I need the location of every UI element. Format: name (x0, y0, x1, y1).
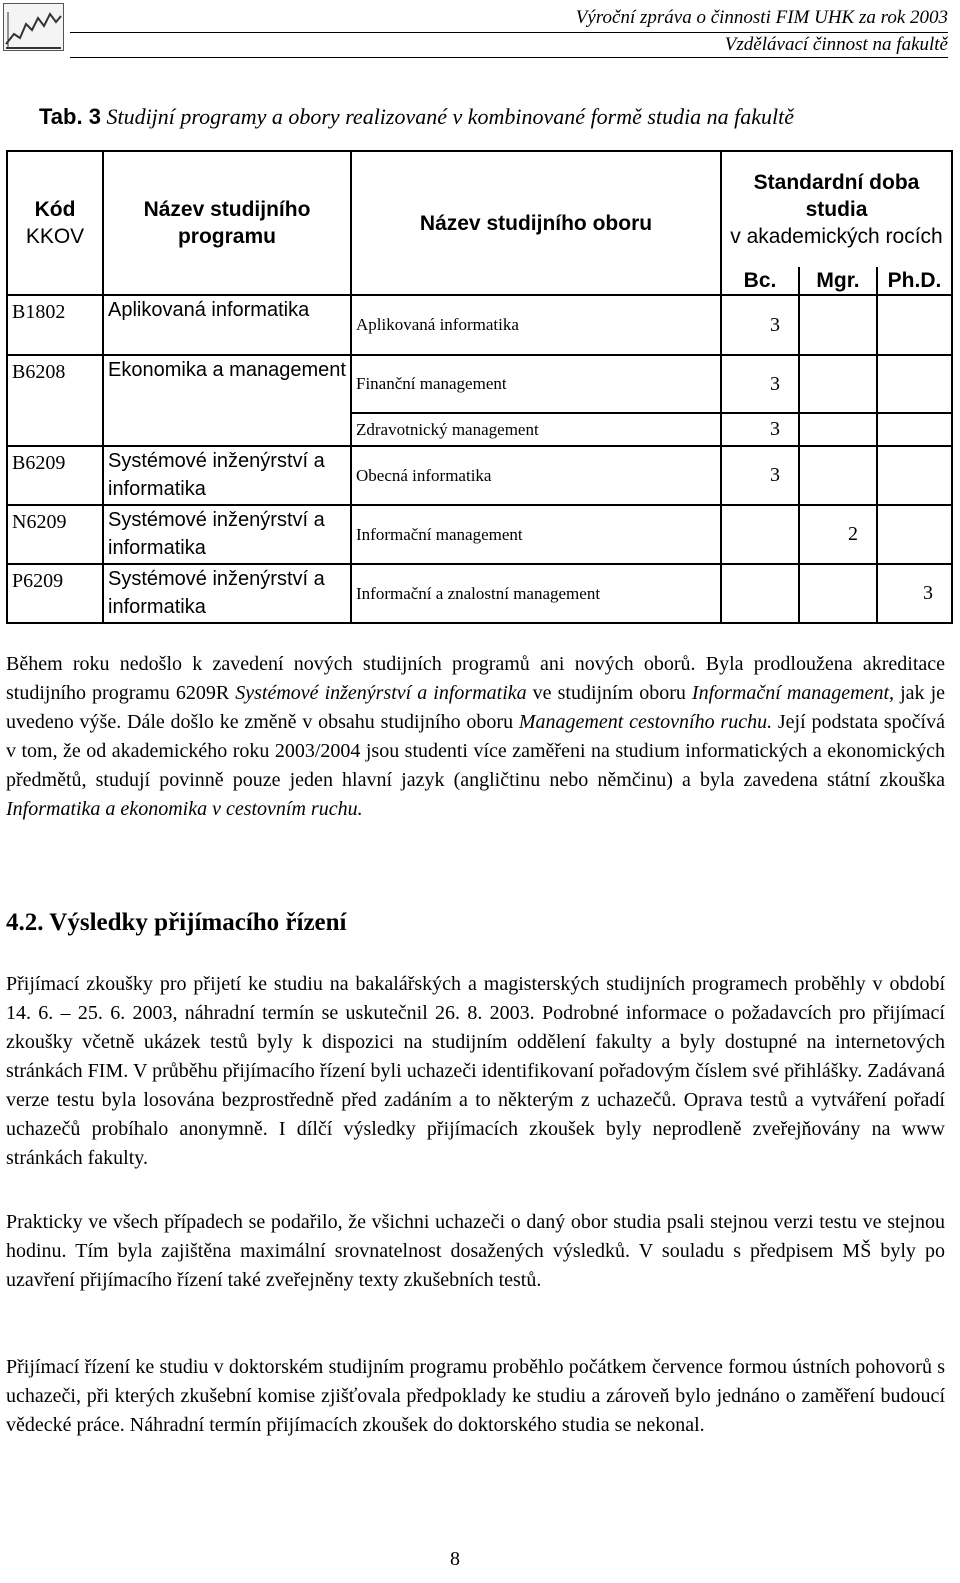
row-bc: 3 (721, 413, 799, 446)
row-phd (877, 413, 952, 446)
table-row (7, 446, 952, 505)
row-code: B6209 (7, 446, 103, 505)
programs-table (6, 150, 953, 624)
row-mgr (799, 446, 877, 505)
row-code: B1802 (7, 295, 103, 355)
header-code-bold: Kód (34, 198, 76, 221)
paragraph-program-changes: Během roku nedošlo k zavedení nových studijních programů ani nových oborů. Byla prodloužena akreditace studijního programu 6209R Systémové inženýrství a informatika ve studijním oboru Informační management, jak je uvedeno výše. Dále došlo ke změně v obsahu studijního oboru Management cestovního ruchu. Její podstata spočívá v tom, že od akademického roku 2003/2004 jsou studenti více zaměřeni na studium informatických a ekonomických předmětů, studují povinně pouze jeden hlavní jazyk (angličtinu nebo němčinu) a byla zavedena státní zkouška Informatika a ekonomika v cestovním ruchu. (6, 653, 945, 820)
table-row (7, 505, 952, 564)
table-header-row (7, 151, 952, 267)
header-code (7, 151, 103, 295)
row-phd (877, 295, 952, 355)
row-phd (877, 446, 952, 505)
paragraph-test-versions: Prakticky ve všech případech se podařilo, že všichni uchazeči o daný obor studia psali stejnou verzi testu ve stejnou hodinu. Tím byla zajištěna maximální srovnatelnost dosažených výsledků. V souladu s předpisem MŠ byly po uzavření přijímacího řízení také zveřejněny texty zkušebních testů. (6, 1211, 945, 1291)
row-mgr: 2 (799, 505, 877, 564)
row-phd (877, 355, 952, 413)
header-program: Název studijního programu (103, 151, 351, 295)
row-program: Aplikovaná informatika (103, 295, 351, 355)
paragraph-doctoral-admission: Přijímací řízení ke studiu v doktorském studijním programu proběhlo počátkem července formou ústních pohovorů s uchazeči, při kterých zkušební komise zjišťovala předpoklady ke studiu a zároveň bylo jednáno o zaměření budoucí vědecké práce. Náhradní termín přijímacích zkoušek do doktorského studia se nekonal. (6, 1356, 945, 1436)
row-field: Obecná informatika (351, 446, 721, 505)
row-program: Systémové inženýrství a informatika (103, 505, 351, 564)
caption-label: Tab. 3 (39, 104, 101, 129)
header-field: Název studijního oboru (351, 151, 721, 295)
row-program: Systémové inženýrství a informatika (103, 564, 351, 623)
table-row (7, 295, 952, 355)
row-mgr (799, 413, 877, 446)
document-header (576, 4, 948, 58)
header-duration-sub: v akademických rocích (730, 225, 943, 248)
row-phd: 3 (877, 564, 952, 623)
faculty-logo (3, 3, 64, 51)
paragraph-admission-exams: Přijímací zkoušky pro přijetí ke studiu na bakalářských a magisterských studijních programech proběhly v období 14. 6. – 25. 6. 2003, náhradní termín se uskutečnil 26. 8. 2003. Podrobné informace o požadavcích pro přijímací zkoušky včetně ukázek testů byly k dispozici na studijním oddělení fakulty a byly dostupné na internetových stránkách FIM. V průběhu přijímacího řízení byli uchazeči identifikovaní pořadovým číslem své přihlášky. Zadávaná verze testu byla losována bezprostředně před zadáním a to některým z uchazečů. Oprava testů a vytváření pořadí uchazečů probíhalo anonymně. I dílčí výsledky přijímacích zkoušek byly neprodleně zveřejňovány na www stránkách fakulty. (6, 973, 945, 1169)
header-code-sub: KKOV (25, 225, 85, 248)
row-code: B6208 (7, 355, 103, 446)
row-bc (721, 564, 799, 623)
header-duration (721, 151, 952, 267)
table-row (7, 564, 952, 623)
row-code: N6209 (7, 505, 103, 564)
row-field: Aplikovaná informatika (351, 295, 721, 355)
row-field: Zdravotnický management (351, 413, 721, 446)
degree-bc: Bc. (721, 267, 799, 295)
row-bc: 3 (721, 355, 799, 413)
header-report-title: Výroční zpráva o činnosti FIM UHK za rok 2003 (575, 7, 948, 28)
row-phd (877, 505, 952, 564)
row-field: Finanční management (351, 355, 721, 413)
caption-text: Studijní programy a obory realizované v kombinované formě studia na fakultě (106, 104, 795, 129)
header-divider (70, 32, 948, 33)
row-program: Ekonomika a management (103, 355, 351, 446)
row-bc: 3 (721, 295, 799, 355)
row-mgr (799, 295, 877, 355)
table-row (7, 355, 952, 413)
header-divider-bottom (70, 57, 948, 58)
section-heading: 4.2. Výsledky přijímacího řízení (6, 909, 347, 936)
header-duration-bold: Standardní doba studia (753, 171, 920, 221)
degree-phd: Ph.D. (877, 267, 952, 295)
row-field: Informační a znalostní management (351, 564, 721, 623)
row-mgr (799, 355, 877, 413)
row-mgr (799, 564, 877, 623)
page-number: 8 (450, 1548, 460, 1570)
header-section-title: Vzdělávací činnost na fakultě (724, 34, 948, 55)
row-code: P6209 (7, 564, 103, 623)
row-program: Systémové inženýrství a informatika (103, 446, 351, 505)
row-bc (721, 505, 799, 564)
degree-mgr: Mgr. (799, 267, 877, 295)
row-bc: 3 (721, 446, 799, 505)
table-caption (39, 104, 794, 130)
row-field: Informační management (351, 505, 721, 564)
logo-graphic (4, 4, 63, 50)
